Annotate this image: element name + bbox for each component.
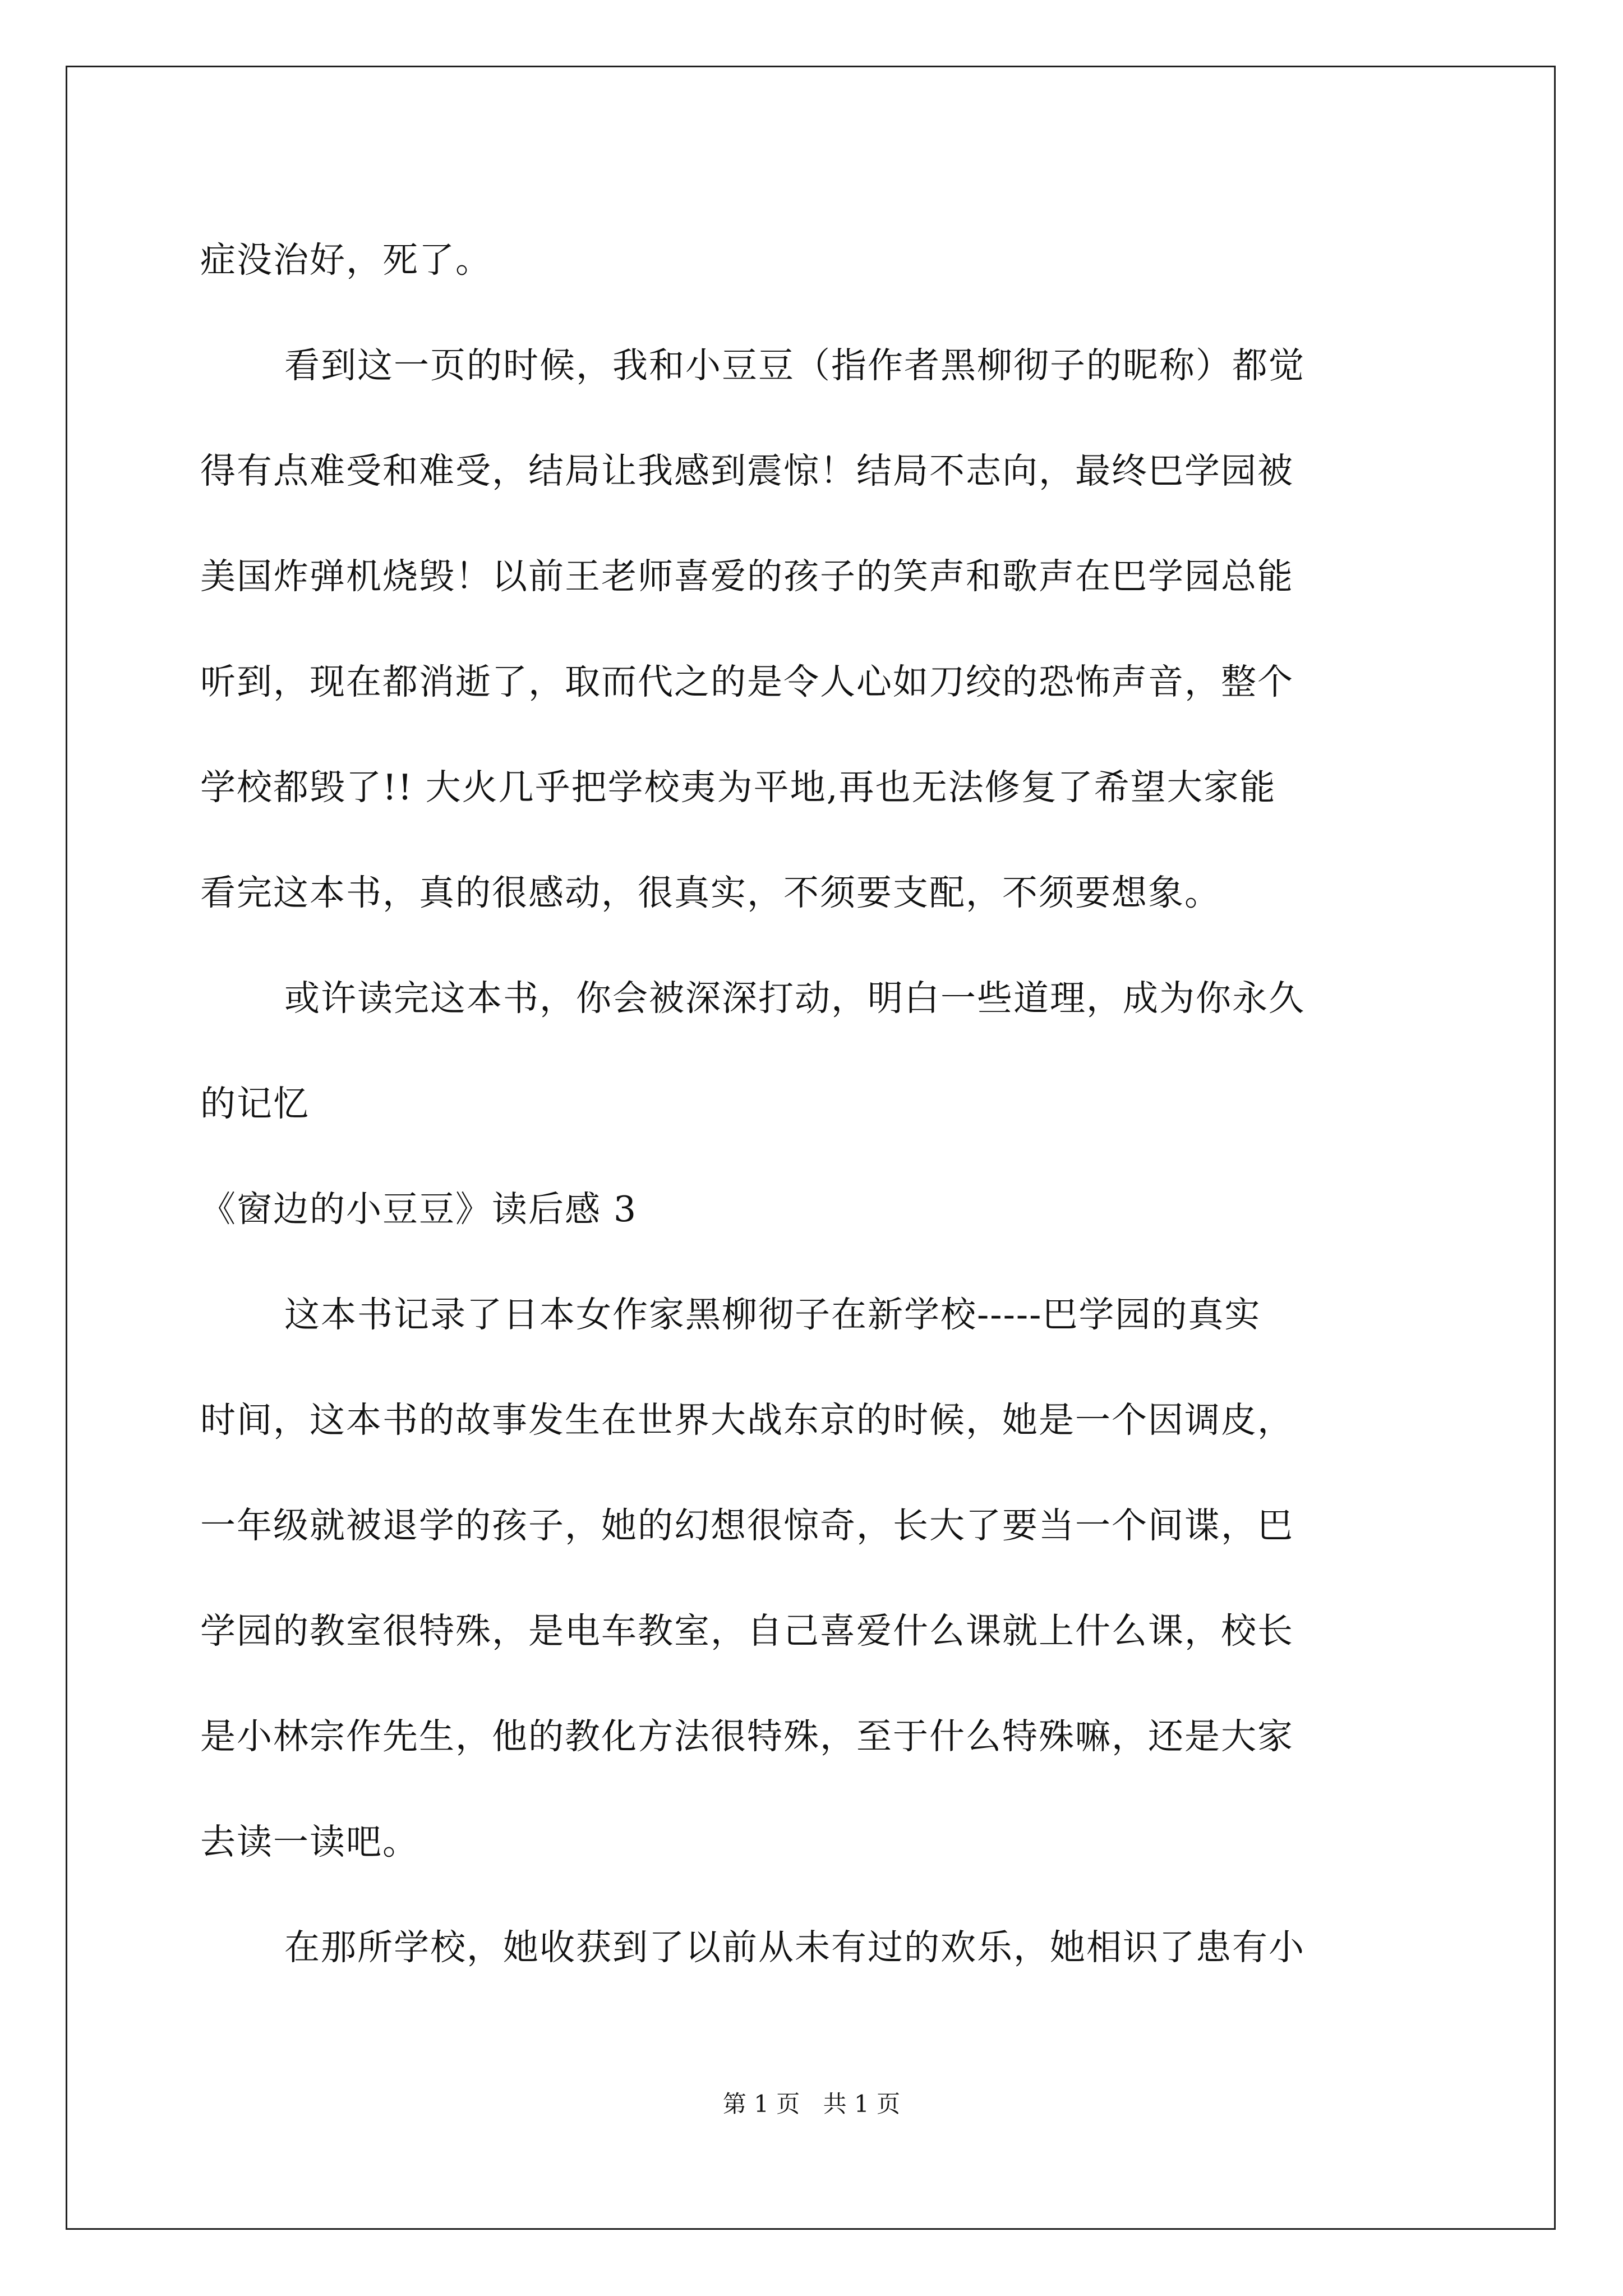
text-line-7: 看完这本书，真的很感动，很真实，不须要支配，不须要想象。 [200,872,1221,913]
text-line-11: 这本书记录了日本女作家黑柳彻子在新学校-----巴学园的真实 [284,1294,1261,1335]
page-number: 第 1 页 [722,2090,800,2118]
text-line-4: 美国炸弹机烧毁！以前王老师喜爱的孩子的笑声和歌声在巴学园总能 [200,556,1294,597]
text-line-5: 听到，现在都消逝了，取而代之的是令人心如刀绞的恐怖声音，整个 [200,661,1294,702]
page-footer [0,2086,1623,2119]
text-line-9: 的记忆 [200,1083,310,1124]
text-line-17: 在那所学校，她收获到了以前从未有过的欢乐，她相识了患有小 [284,1927,1305,1968]
text-line-3: 得有点难受和难受，结局让我感到震惊！结局不志向，最终巴学园被 [200,450,1294,491]
text-line-13: 一年级就被退学的孩子，她的幻想很惊奇，长大了要当一个间谍，巴 [200,1505,1294,1546]
text-line-2: 看到这一页的时候，我和小豆豆（指作者黑柳彻子的昵称）都觉 [284,345,1305,386]
text-line-6: 学校都毁了!! 大火几乎把学校夷为平地,再也无法修复了希望大家能 [200,767,1276,808]
document-body [200,208,1434,2000]
text-line-14: 学园的教室很特殊，是电车教室，自己喜爱什么课就上什么课，校长 [200,1611,1294,1651]
text-line-16: 去读一读吧。 [200,1821,419,1862]
page-total: 共 1 页 [823,2090,901,2118]
text-line-8: 或许读完这本书，你会被深深打动，明白一些道理，成为你永久 [284,978,1305,1019]
section-heading: 《窗边的小豆豆》读后感 3 [200,1189,638,1230]
text-line-12: 时间，这本书的故事发生在世界大战东京的时候，她是一个因调皮， [200,1400,1294,1441]
text-line-1: 症没治好，死了。 [200,240,492,280]
text-line-15: 是小林宗作先生，他的教化方法很特殊，至于什么特殊嘛，还是大家 [200,1716,1294,1757]
